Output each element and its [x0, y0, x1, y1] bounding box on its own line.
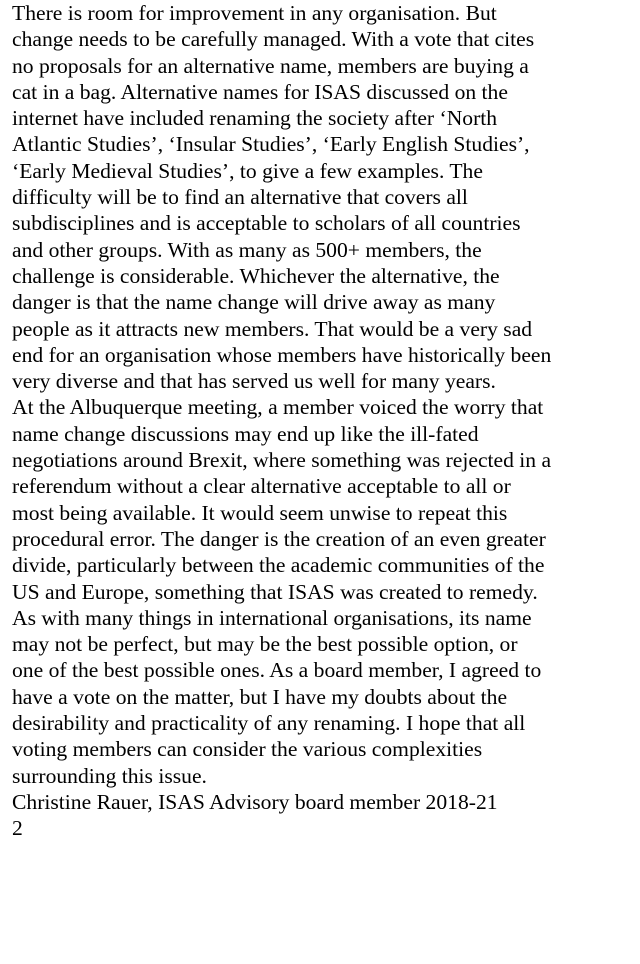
- signature-line: Christine Rauer, ISAS Advisory board member 2018-21: [12, 789, 498, 814]
- text-line: have a vote on the matter, but I have my doubts about the: [12, 684, 508, 709]
- text-line: There is room for improvement in any organisation. But: [12, 1, 497, 25]
- text-line: change needs to be carefully managed. With a vote that cites: [12, 27, 535, 52]
- text-line: US and Europe, something that ISAS was created to remedy.: [12, 579, 538, 604]
- text-line: challenge is considerable. Whichever the alternative, the: [12, 263, 500, 288]
- text-line: As with many things in international organisations, its name: [12, 605, 532, 630]
- text-line: negotiations around Brexit, where something was rejected in a: [12, 448, 552, 473]
- text-line: difficulty will be to find an alternative that covers all: [12, 185, 468, 210]
- text-line: ‘Early Medieval Studies’, to give a few examples. The: [12, 158, 483, 183]
- text-line: very diverse and that has served us well for many years.: [12, 369, 496, 394]
- text-line: and other groups. With as many as 500+ members, the: [12, 237, 482, 262]
- text-line: most being available. It would seem unwise to repeat this: [12, 500, 508, 525]
- text-line: people as it attracts new members. That would be a very sad: [12, 316, 533, 341]
- text-line: cat in a bag. Alternative names for ISAS discussed on the: [12, 79, 508, 104]
- text-line: danger is that the name change will drive away as many: [12, 290, 496, 315]
- text-line: no proposals for an alternative name, members are buying a: [12, 53, 529, 78]
- text-line: name change discussions may end up like the ill-fated: [12, 421, 479, 446]
- text-line: one of the best possible ones. As a board member, I agreed to: [12, 658, 542, 683]
- text-line: internet have included renaming the society after ‘North: [12, 106, 498, 131]
- text-line: Atlantic Studies’, ‘Insular Studies’, ‘Early English Studies’,: [12, 132, 530, 157]
- text-line: At the Albuquerque meeting, a member voiced the worry that: [12, 395, 544, 420]
- page-number: 2: [12, 816, 23, 841]
- text-line: referendum without a clear alternative acceptable to all or: [12, 474, 511, 499]
- text-line: surrounding this issue.: [12, 763, 207, 788]
- text-line: voting members can consider the various complexities: [12, 737, 483, 762]
- text-line: may not be perfect, but may be the best possible option, or: [12, 632, 518, 657]
- text-line: procedural error. The danger is the creation of an even greater: [12, 526, 546, 551]
- text-line: end for an organisation whose members have historically been: [12, 342, 552, 367]
- document-body: [12, 0, 632, 842]
- text-line: desirability and practicality of any renaming. I hope that all: [12, 711, 526, 736]
- text-line: subdisciplines and is acceptable to scholars of all countries: [12, 211, 521, 236]
- text-line: divide, particularly between the academic communities of the: [12, 553, 545, 578]
